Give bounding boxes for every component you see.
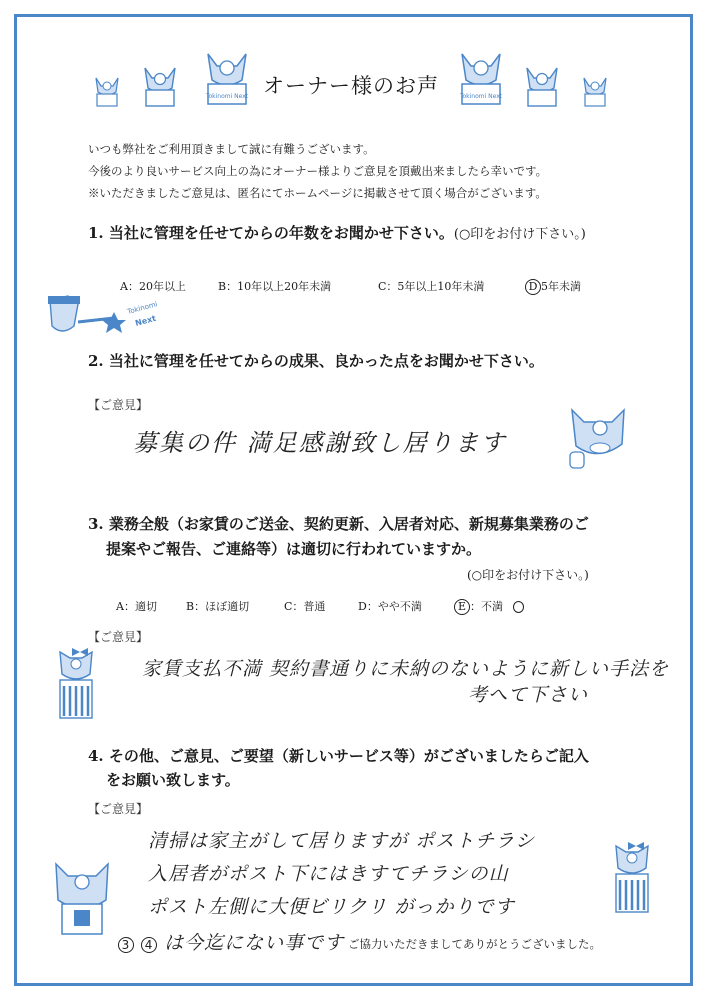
svg-text:Tokinomi: Tokinomi — [126, 300, 159, 316]
intro-line: 今後のより良いサービス向上の為にオーナー様よりご意見を頂戴出来ましたら幸いです。 — [88, 164, 548, 178]
handwritten-circle-icon — [513, 601, 524, 613]
mascot-dog-icon — [140, 60, 180, 108]
option-d-label: 5年未満 — [541, 280, 581, 293]
question-4-line1: 4. その他、ご意見、ご要望（新しいサービス等）がございましたらご記入 — [88, 747, 589, 765]
page-title: オーナー様のお声 — [263, 74, 439, 98]
mascot-sign-text: Tokinomi Next — [459, 93, 503, 100]
handwritten-answer: 考へて下さい — [468, 684, 589, 706]
option-b[interactable]: B：ほぼ適切 — [186, 600, 250, 613]
mascot-dog-girl-icon — [50, 648, 102, 722]
question-3-options — [116, 598, 536, 614]
handwritten-answer: 清掃は家主がして居りますが ポストチラシ — [148, 830, 536, 852]
mascot-dog-icon — [92, 72, 122, 108]
circled-number: 3 — [118, 937, 134, 953]
question-4-line2: をお願い致します。 — [106, 771, 240, 789]
question-3-note: (○印をお付け下さい。) — [467, 568, 589, 582]
mascot-dog-icon — [50, 860, 114, 936]
handwritten-answer: 家賃支払不満 契約書通りに未納のないように新しい手法を — [142, 658, 670, 680]
mascot-dog-icon — [456, 44, 506, 108]
mascot-dog-icon — [580, 72, 610, 108]
mascot-dog-thumbsup-icon — [566, 404, 634, 474]
svg-text:Next: Next — [134, 313, 157, 328]
selected-circle: D — [525, 279, 541, 295]
question-1-text: 1. 当社に管理を任せてからの年数をお聞かせ下さい。 — [88, 224, 454, 242]
option-d[interactable] — [525, 278, 581, 295]
question-3-line1: 3. 業務全般（お家賃のご送金、契約更新、入居者対応、新規募集業務のご — [88, 515, 589, 533]
question-1 — [88, 222, 586, 243]
mascot-dog-icon — [202, 44, 252, 108]
option-c[interactable]: C：普通 — [284, 600, 326, 613]
thanks-message: ご協力いただきましてありがとうございました。 — [348, 937, 601, 951]
handwritten-answer: 募集の件 満足感謝致し居ります — [133, 429, 507, 457]
circled-number: 4 — [141, 937, 157, 953]
opinion-label: 【ご意見】 — [88, 630, 149, 644]
question-2: 2. 当社に管理を任せてからの成果、良かった点をお聞かせ下さい。 — [88, 352, 544, 370]
selected-circle: E — [454, 599, 470, 615]
option-c[interactable]: C：5年以上10年未満 — [378, 280, 485, 293]
question-1-note: (○印をお付け下さい。) — [453, 227, 586, 242]
handwritten-answer — [118, 928, 344, 955]
mascot-sign-text: Tokinomi Next — [205, 93, 249, 100]
option-e-label: ：不満 — [470, 600, 503, 613]
handwritten-answer: 入居者がポスト下にはきすてチラシの山 — [148, 863, 509, 885]
mascot-dog-pointing-icon — [44, 292, 164, 342]
opinion-label: 【ご意見】 — [88, 398, 149, 412]
handwritten-answer: ポスト左側に大便ビリクリ がっかりです — [148, 896, 515, 918]
intro-text — [88, 138, 547, 204]
mascot-dog-icon — [522, 60, 562, 108]
mascot-dog-girl-icon — [606, 840, 658, 916]
option-b[interactable]: B：10年以上20年未満 — [218, 280, 332, 293]
question-1-options — [120, 278, 610, 294]
intro-line: ※いただきましたご意見は、匿名にてホームページに掲載させて頂く場合がございます。 — [88, 186, 547, 200]
option-d[interactable]: D：やや不満 — [358, 600, 422, 613]
question-3-line2: 提案やご報告、ご連絡等）は適切に行われていますか。 — [106, 540, 482, 558]
option-a[interactable]: A：20年以上 — [120, 280, 186, 293]
opinion-label: 【ご意見】 — [88, 802, 149, 816]
option-e[interactable] — [454, 598, 524, 615]
handwritten-answer-text: は今迄にない事です — [164, 932, 345, 954]
intro-line: いつも弊社をご利用頂きまして誠に有難うございます。 — [88, 142, 375, 156]
option-a[interactable]: A：適切 — [116, 600, 157, 613]
